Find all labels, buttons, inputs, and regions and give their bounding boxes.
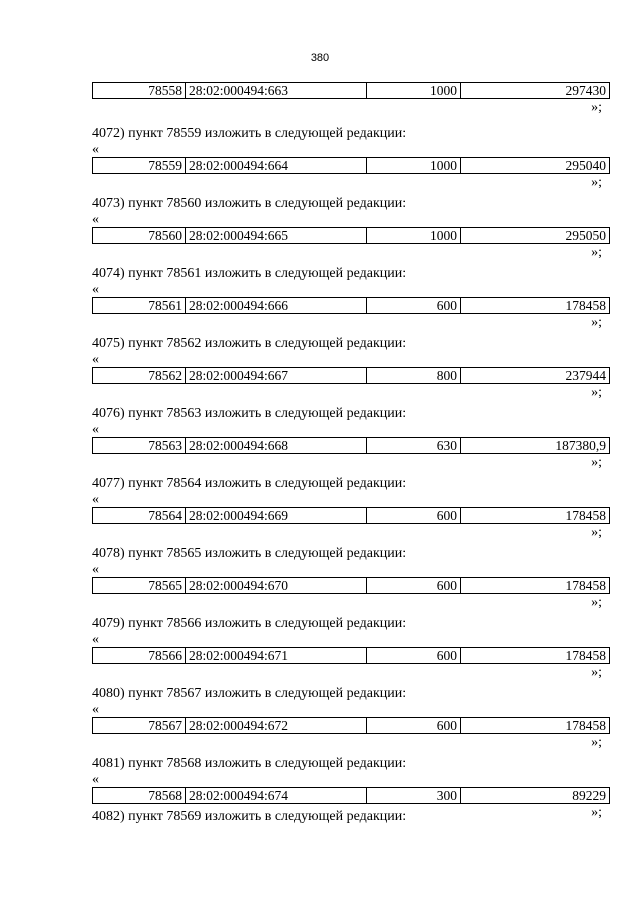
amendment-entry bbox=[92, 615, 610, 685]
row-number-cell: 78561 bbox=[93, 298, 186, 313]
row-number-cell: 78563 bbox=[93, 438, 186, 453]
open-quote: « bbox=[92, 422, 99, 437]
open-quote: « bbox=[92, 702, 99, 717]
row-number-cell: 78565 bbox=[93, 578, 186, 593]
table-row bbox=[92, 367, 610, 384]
cadastral-number-cell: 28:02:000494:667 bbox=[186, 368, 367, 383]
amendment-entry bbox=[92, 335, 610, 405]
value-cell: 237944 bbox=[565, 368, 606, 383]
open-quote: « bbox=[92, 772, 99, 787]
table-row bbox=[92, 437, 610, 454]
area-cell: 1000 bbox=[367, 228, 461, 243]
area-cell: 600 bbox=[367, 298, 461, 313]
page-number: 380 bbox=[310, 52, 330, 64]
value-cell: 295040 bbox=[565, 158, 606, 173]
final-instruction-block bbox=[92, 808, 610, 826]
amendment-instruction: 4073) пункт 78560 изложить в следующей редакции: bbox=[92, 196, 407, 211]
amendment-entry bbox=[92, 545, 610, 615]
amendment-instruction: 4080) пункт 78567 изложить в следующей редакции: bbox=[92, 686, 407, 701]
table-row bbox=[92, 227, 610, 244]
area-cell: 600 bbox=[367, 718, 461, 733]
area-cell: 600 bbox=[367, 578, 461, 593]
cadastral-number-cell: 28:02:000494:665 bbox=[186, 228, 367, 243]
open-quote: « bbox=[92, 562, 99, 577]
value-cell: 89229 bbox=[572, 788, 606, 803]
amendment-entry bbox=[92, 195, 610, 265]
amendment-instruction: 4072) пункт 78559 изложить в следующей редакции: bbox=[92, 126, 407, 141]
area-cell: 630 bbox=[367, 438, 461, 453]
amendment-entry bbox=[92, 265, 610, 335]
close-quote: »; bbox=[591, 245, 602, 260]
area-cell: 600 bbox=[367, 508, 461, 523]
amendment-entry bbox=[92, 405, 610, 475]
cadastral-number-cell: 28:02:000494:671 bbox=[186, 648, 367, 663]
table-row bbox=[92, 787, 610, 804]
table-row bbox=[92, 717, 610, 734]
table-row bbox=[92, 82, 610, 99]
cadastral-number-cell: 28:02:000494:663 bbox=[186, 83, 367, 98]
close-quote: »; bbox=[591, 175, 602, 190]
amendment-instruction: 4076) пункт 78563 изложить в следующей редакции: bbox=[92, 406, 407, 421]
final-instruction: 4082) пункт 78569 изложить в следующей редакции: bbox=[92, 809, 407, 824]
row-number-cell: 78559 bbox=[93, 158, 186, 173]
table-row bbox=[92, 647, 610, 664]
amendment-list bbox=[92, 82, 610, 825]
open-quote: « bbox=[92, 142, 99, 157]
amendment-instruction: 4074) пункт 78561 изложить в следующей редакции: bbox=[92, 266, 407, 281]
close-quote: »; bbox=[591, 525, 602, 540]
table-row bbox=[92, 157, 610, 174]
close-quote: »; bbox=[591, 595, 602, 610]
value-cell: 178458 bbox=[565, 648, 606, 663]
amendment-entry bbox=[92, 125, 610, 195]
amendment-instruction: 4075) пункт 78562 изложить в следующей редакции: bbox=[92, 336, 407, 351]
close-quote: »; bbox=[591, 735, 602, 750]
area-cell: 1000 bbox=[367, 83, 461, 98]
open-quote: « bbox=[92, 282, 99, 297]
value-cell: 187380,9 bbox=[555, 438, 606, 453]
area-cell: 1000 bbox=[367, 158, 461, 173]
amendment-entry bbox=[92, 685, 610, 755]
row-number-cell: 78558 bbox=[93, 83, 186, 98]
amendment-instruction: 4079) пункт 78566 изложить в следующей редакции: bbox=[92, 616, 407, 631]
value-cell: 297430 bbox=[565, 83, 606, 98]
value-cell: 178458 bbox=[565, 718, 606, 733]
close-quote: »; bbox=[591, 315, 602, 330]
value-cell: 178458 bbox=[565, 578, 606, 593]
value-cell: 178458 bbox=[565, 508, 606, 523]
cadastral-number-cell: 28:02:000494:674 bbox=[186, 788, 367, 803]
cadastral-number-cell: 28:02:000494:668 bbox=[186, 438, 367, 453]
amendment-instruction: 4081) пункт 78568 изложить в следующей редакции: bbox=[92, 756, 407, 771]
value-cell: 295050 bbox=[565, 228, 606, 243]
cadastral-number-cell: 28:02:000494:664 bbox=[186, 158, 367, 173]
row-number-cell: 78562 bbox=[93, 368, 186, 383]
row-number-cell: 78566 bbox=[93, 648, 186, 663]
row-number-cell: 78568 bbox=[93, 788, 186, 803]
cadastral-number-cell: 28:02:000494:666 bbox=[186, 298, 367, 313]
area-cell: 800 bbox=[367, 368, 461, 383]
open-quote: « bbox=[92, 632, 99, 647]
row-number-cell: 78564 bbox=[93, 508, 186, 523]
value-cell: 178458 bbox=[565, 298, 606, 313]
table-row bbox=[92, 297, 610, 314]
amendment-instruction: 4078) пункт 78565 изложить в следующей редакции: bbox=[92, 546, 407, 561]
cadastral-number-cell: 28:02:000494:672 bbox=[186, 718, 367, 733]
row-number-cell: 78567 bbox=[93, 718, 186, 733]
close-quote: »; bbox=[591, 385, 602, 400]
amendment-entry bbox=[92, 82, 610, 125]
amendment-entry bbox=[92, 475, 610, 545]
row-number-cell: 78560 bbox=[93, 228, 186, 243]
open-quote: « bbox=[92, 212, 99, 227]
close-quote: »; bbox=[591, 100, 602, 115]
table-row bbox=[92, 577, 610, 594]
close-quote: »; bbox=[591, 455, 602, 470]
open-quote: « bbox=[92, 352, 99, 367]
cadastral-number-cell: 28:02:000494:669 bbox=[186, 508, 367, 523]
cadastral-number-cell: 28:02:000494:670 bbox=[186, 578, 367, 593]
close-quote: »; bbox=[591, 805, 602, 820]
area-cell: 600 bbox=[367, 648, 461, 663]
area-cell: 300 bbox=[367, 788, 461, 803]
open-quote: « bbox=[92, 492, 99, 507]
amendment-instruction: 4077) пункт 78564 изложить в следующей редакции: bbox=[92, 476, 407, 491]
table-row bbox=[92, 507, 610, 524]
close-quote: »; bbox=[591, 665, 602, 680]
